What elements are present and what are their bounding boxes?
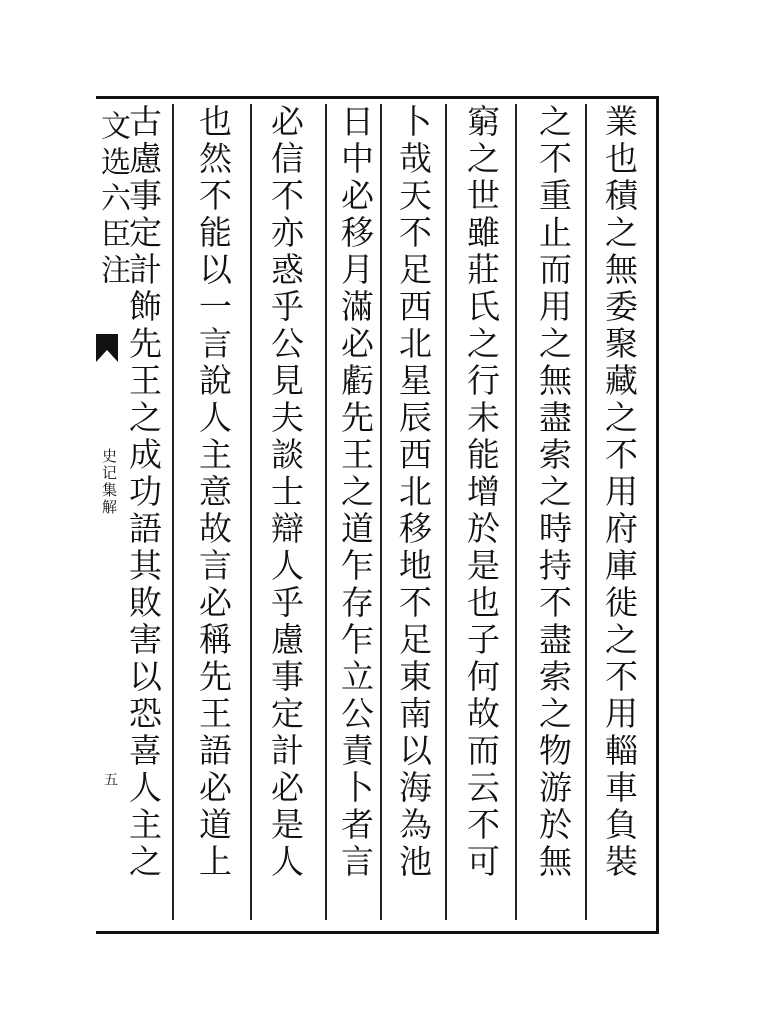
column-rule (380, 104, 382, 920)
fish-tail-ornament (94, 332, 120, 366)
column-rule (445, 104, 447, 920)
book-title: 文选六臣注 (95, 110, 130, 290)
text-column-8: 古慮事定計飾先王之成功語其敗害以恐喜人主之 (124, 104, 163, 881)
section-title: 史记集解 (100, 448, 118, 516)
text-column-2: 之不重止而用之無盡索之時持不盡索之物游於無 (534, 104, 573, 881)
text-column-1: 業也積之無委聚藏之不用府庫徙之不用輜車負裝 (600, 104, 639, 881)
column-rule (250, 104, 252, 920)
text-column-3: 窮之世雖莊氏之行未能增於是也子何故而云不可 (462, 104, 501, 881)
text-column-7: 也然不能以一言說人主意故言必稱先王語必道上 (194, 104, 233, 881)
column-rule (325, 104, 327, 920)
page-number: 五 (102, 772, 118, 786)
column-rule (172, 104, 174, 920)
text-column-5: 日中必移月滿必虧先王之道乍存乍立公責卜者言 (336, 104, 375, 881)
column-rule (515, 104, 517, 920)
text-column-4: 卜哉天不足西北星辰西北移地不足東南以海為池 (394, 104, 433, 881)
text-column-6: 必信不亦惑乎公見夫談士辯人乎慮事定計必是人 (266, 104, 305, 881)
column-rule (585, 104, 587, 920)
